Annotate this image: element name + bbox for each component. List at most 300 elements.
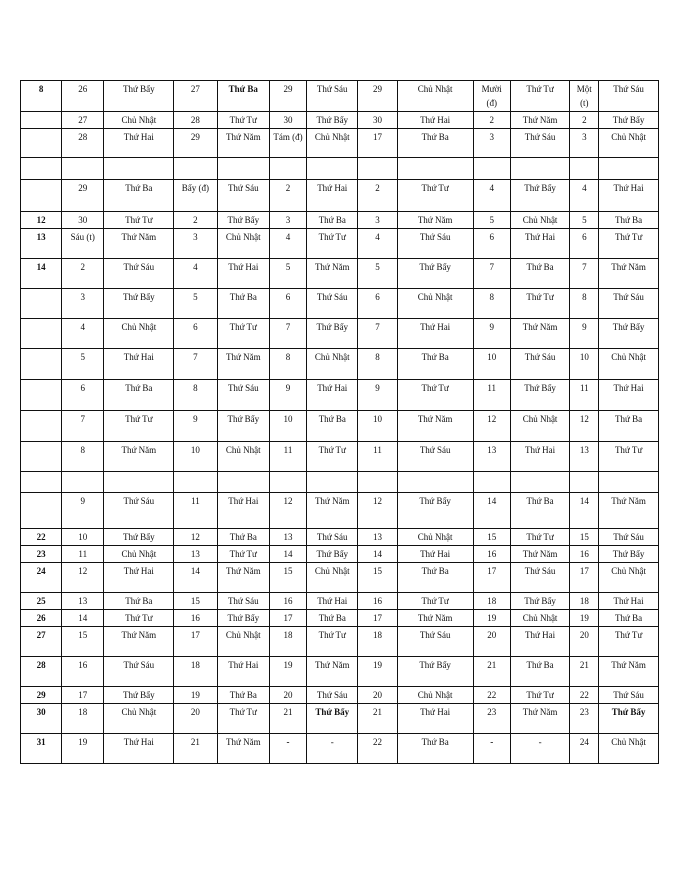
cell-weekday-f: Chủ Nhật <box>599 734 659 764</box>
cell-month-day: 14 <box>21 259 62 289</box>
cell-lunar-day-e: 9 <box>473 319 510 349</box>
cell-weekday-c: Thứ Sáu <box>307 687 358 704</box>
table-row <box>21 180 659 212</box>
cell-lunar-day-c: 17 <box>270 610 307 627</box>
cell-lunar-day-e: Mười (đ) <box>473 81 510 112</box>
cell-weekday-e: Thứ Bẩy <box>510 593 570 610</box>
cell-weekday-f: Thứ Hai <box>599 380 659 411</box>
cell-lunar-day-f: 10 <box>570 349 599 380</box>
cell-month-day: 8 <box>21 81 62 112</box>
cell-lunar-day-e: 3 <box>473 129 510 158</box>
cell-weekday-a: Chủ Nhật <box>104 112 174 129</box>
cell-lunar-day-d: 8 <box>358 349 397 380</box>
cell-lunar-day-a: 13 <box>62 593 104 610</box>
cell-lunar-day-b: 21 <box>174 734 217 764</box>
cell-lunar-day-d: 20 <box>358 687 397 704</box>
cell-lunar-day-b: 11 <box>174 493 217 529</box>
cell-weekday-a: Thứ Bẩy <box>104 687 174 704</box>
cell-lunar-day-f <box>570 158 599 180</box>
cell-lunar-day-d: 9 <box>358 380 397 411</box>
cell-weekday-a: Thứ Năm <box>104 627 174 657</box>
cell-lunar-day-e: 10 <box>473 349 510 380</box>
table-row <box>21 289 659 319</box>
cell-weekday-c: Thứ Bẩy <box>307 112 358 129</box>
cell-lunar-day-f: 17 <box>570 563 599 593</box>
cell-lunar-day-d: 22 <box>358 734 397 764</box>
cell-weekday-b: Thứ Năm <box>217 349 269 380</box>
cell-lunar-day-e: 21 <box>473 657 510 687</box>
cell-month-day: 29 <box>21 687 62 704</box>
cell-lunar-day-b: 27 <box>174 81 217 112</box>
cell-weekday-c: Thứ Bẩy <box>307 319 358 349</box>
cell-lunar-day-a: 16 <box>62 657 104 687</box>
cell-weekday-a <box>104 158 174 180</box>
cell-weekday-e: Thứ Hai <box>510 442 570 472</box>
cell-lunar-day-c: 2 <box>270 180 307 212</box>
table-row <box>21 529 659 546</box>
cell-lunar-day-f: 15 <box>570 529 599 546</box>
cell-lunar-day-f: Một (t) <box>570 81 599 112</box>
cell-lunar-day-a: 19 <box>62 734 104 764</box>
cell-lunar-day-d: 18 <box>358 627 397 657</box>
cell-weekday-e: Thứ Ba <box>510 657 570 687</box>
cell-lunar-day-b: 28 <box>174 112 217 129</box>
cell-weekday-a: Thứ Sáu <box>104 493 174 529</box>
cell-weekday-b: Chủ Nhật <box>217 442 269 472</box>
cell-lunar-day-d: 17 <box>358 610 397 627</box>
cell-month-day: 25 <box>21 593 62 610</box>
cell-lunar-day-a: 6 <box>62 380 104 411</box>
cell-lunar-day-d: 4 <box>358 229 397 259</box>
cell-weekday-e: Thứ Ba <box>510 259 570 289</box>
cell-weekday-e: Thứ Năm <box>510 546 570 563</box>
cell-month-day: 26 <box>21 610 62 627</box>
table-row <box>21 546 659 563</box>
cell-lunar-day-c: 30 <box>270 112 307 129</box>
cell-lunar-day-e: 16 <box>473 546 510 563</box>
table-row <box>21 229 659 259</box>
cell-lunar-day-e: 8 <box>473 289 510 319</box>
cell-lunar-day-c: 29 <box>270 81 307 112</box>
cell-lunar-day-e <box>473 158 510 180</box>
cell-lunar-day-f: 19 <box>570 610 599 627</box>
cell-month-day <box>21 289 62 319</box>
cell-weekday-f: Thứ Sáu <box>599 529 659 546</box>
cell-weekday-d: Thứ Bẩy <box>397 657 473 687</box>
cell-weekday-b: Thứ Ba <box>217 289 269 319</box>
cell-lunar-day-e: 4 <box>473 180 510 212</box>
cell-lunar-day-c: 19 <box>270 657 307 687</box>
cell-lunar-day-d: 5 <box>358 259 397 289</box>
cell-weekday-b: Thứ Năm <box>217 563 269 593</box>
cell-weekday-d: Thứ Năm <box>397 212 473 229</box>
calendar-table <box>20 80 659 764</box>
cell-lunar-day-b: 12 <box>174 529 217 546</box>
cell-weekday-c: Thứ Sáu <box>307 289 358 319</box>
cell-lunar-day-d: 6 <box>358 289 397 319</box>
cell-weekday-a: Thứ Ba <box>104 180 174 212</box>
cell-lunar-day-c: 11 <box>270 442 307 472</box>
cell-weekday-c: Chủ Nhật <box>307 349 358 380</box>
cell-weekday-d: Chủ Nhật <box>397 81 473 112</box>
cell-weekday-b <box>217 158 269 180</box>
cell-weekday-c: Thứ Hai <box>307 380 358 411</box>
cell-lunar-day-b: 18 <box>174 657 217 687</box>
cell-lunar-day-d: 13 <box>358 529 397 546</box>
cell-weekday-e <box>510 472 570 493</box>
cell-weekday-d: Thứ Tư <box>397 380 473 411</box>
cell-weekday-d: Thứ Tư <box>397 180 473 212</box>
table-row <box>21 112 659 129</box>
cell-weekday-b: Thứ Bẩy <box>217 212 269 229</box>
table-row <box>21 627 659 657</box>
cell-lunar-day-c: 6 <box>270 289 307 319</box>
cell-weekday-e: Chủ Nhật <box>510 610 570 627</box>
cell-lunar-day-e: - <box>473 734 510 764</box>
table-row <box>21 442 659 472</box>
cell-weekday-c: Thứ Sáu <box>307 529 358 546</box>
cell-weekday-e: Thứ Hai <box>510 229 570 259</box>
cell-weekday-f: Thứ Hai <box>599 180 659 212</box>
cell-weekday-c: Thứ Ba <box>307 212 358 229</box>
cell-weekday-c <box>307 158 358 180</box>
cell-lunar-day-a: 18 <box>62 704 104 734</box>
cell-weekday-a <box>104 472 174 493</box>
cell-weekday-a: Thứ Sáu <box>104 259 174 289</box>
cell-weekday-c: Thứ Ba <box>307 411 358 442</box>
table-row <box>21 493 659 529</box>
cell-weekday-a: Thứ Tư <box>104 411 174 442</box>
cell-lunar-day-e: 15 <box>473 529 510 546</box>
cell-lunar-day-a: 2 <box>62 259 104 289</box>
cell-weekday-c: Thứ Tư <box>307 229 358 259</box>
cell-lunar-day-b: 8 <box>174 380 217 411</box>
cell-month-day <box>21 180 62 212</box>
cell-weekday-e: Thứ Năm <box>510 112 570 129</box>
cell-lunar-day-a: 26 <box>62 81 104 112</box>
table-row <box>21 593 659 610</box>
cell-lunar-day-f <box>570 472 599 493</box>
table-row <box>21 129 659 158</box>
cell-lunar-day-e: 18 <box>473 593 510 610</box>
cell-month-day <box>21 442 62 472</box>
cell-weekday-d: Thứ Năm <box>397 411 473 442</box>
cell-lunar-day-c: 12 <box>270 493 307 529</box>
cell-lunar-day-e: 23 <box>473 704 510 734</box>
cell-weekday-b: Thứ Tư <box>217 704 269 734</box>
cell-weekday-c: Chủ Nhật <box>307 129 358 158</box>
cell-month-day <box>21 319 62 349</box>
cell-lunar-day-b: 2 <box>174 212 217 229</box>
cell-lunar-day-f: 9 <box>570 319 599 349</box>
cell-weekday-b: Thứ Sáu <box>217 593 269 610</box>
cell-lunar-day-a: 11 <box>62 546 104 563</box>
cell-lunar-day-f: 12 <box>570 411 599 442</box>
cell-weekday-d: Chủ Nhật <box>397 289 473 319</box>
cell-month-day <box>21 472 62 493</box>
cell-month-day: 30 <box>21 704 62 734</box>
cell-weekday-a: Thứ Năm <box>104 229 174 259</box>
cell-lunar-day-d <box>358 472 397 493</box>
table-row <box>21 212 659 229</box>
cell-lunar-day-d: 10 <box>358 411 397 442</box>
table-row <box>21 259 659 289</box>
cell-month-day <box>21 129 62 158</box>
cell-weekday-d: Thứ Hai <box>397 546 473 563</box>
cell-weekday-d: Thứ Ba <box>397 129 473 158</box>
cell-weekday-c: Thứ Tư <box>307 442 358 472</box>
cell-lunar-day-e: 11 <box>473 380 510 411</box>
cell-weekday-e: Thứ Năm <box>510 704 570 734</box>
cell-weekday-d: Thứ Bẩy <box>397 493 473 529</box>
table-row <box>21 158 659 180</box>
cell-weekday-e: Thứ Tư <box>510 687 570 704</box>
cell-lunar-day-d: 19 <box>358 657 397 687</box>
cell-weekday-d: Thứ Sáu <box>397 229 473 259</box>
cell-month-day: 23 <box>21 546 62 563</box>
cell-weekday-e: Thứ Tư <box>510 529 570 546</box>
cell-weekday-f: Thứ Tư <box>599 229 659 259</box>
cell-weekday-b: Thứ Ba <box>217 529 269 546</box>
cell-lunar-day-b: 3 <box>174 229 217 259</box>
cell-month-day <box>21 349 62 380</box>
cell-weekday-f: Thứ Năm <box>599 657 659 687</box>
cell-month-day <box>21 112 62 129</box>
cell-lunar-day-d: 3 <box>358 212 397 229</box>
cell-lunar-day-a: 5 <box>62 349 104 380</box>
cell-weekday-a: Thứ Bẩy <box>104 289 174 319</box>
cell-weekday-c: Thứ Sáu <box>307 81 358 112</box>
cell-weekday-d: Thứ Ba <box>397 349 473 380</box>
cell-weekday-a: Thứ Sáu <box>104 657 174 687</box>
cell-lunar-day-c: 7 <box>270 319 307 349</box>
cell-lunar-day-f: 7 <box>570 259 599 289</box>
cell-weekday-e: Thứ Năm <box>510 319 570 349</box>
cell-lunar-day-b <box>174 472 217 493</box>
cell-lunar-day-a: 7 <box>62 411 104 442</box>
table-row <box>21 81 659 112</box>
cell-lunar-day-e: 17 <box>473 563 510 593</box>
cell-weekday-c: Chủ Nhật <box>307 563 358 593</box>
cell-lunar-day-e: 13 <box>473 442 510 472</box>
cell-lunar-day-f: 11 <box>570 380 599 411</box>
cell-lunar-day-e: 7 <box>473 259 510 289</box>
cell-lunar-day-b: 20 <box>174 704 217 734</box>
cell-weekday-a: Thứ Bẩy <box>104 529 174 546</box>
cell-weekday-b: Thứ Hai <box>217 493 269 529</box>
cell-lunar-day-a: 17 <box>62 687 104 704</box>
cell-weekday-f: Thứ Ba <box>599 212 659 229</box>
cell-lunar-day-c: 10 <box>270 411 307 442</box>
cell-lunar-day-a: 10 <box>62 529 104 546</box>
cell-lunar-day-e: 2 <box>473 112 510 129</box>
cell-month-day: 13 <box>21 229 62 259</box>
cell-lunar-day-e: 12 <box>473 411 510 442</box>
table-row <box>21 349 659 380</box>
cell-lunar-day-b: 4 <box>174 259 217 289</box>
cell-weekday-f: Thứ Ba <box>599 610 659 627</box>
cell-weekday-e: Thứ Sáu <box>510 563 570 593</box>
cell-weekday-e: Thứ Sáu <box>510 129 570 158</box>
cell-weekday-b: Thứ Hai <box>217 259 269 289</box>
cell-weekday-a: Chủ Nhật <box>104 704 174 734</box>
cell-lunar-day-c: 20 <box>270 687 307 704</box>
cell-weekday-f: Thứ Sáu <box>599 81 659 112</box>
cell-lunar-day-f: 23 <box>570 704 599 734</box>
cell-weekday-f: Thứ Tư <box>599 627 659 657</box>
table-row <box>21 563 659 593</box>
cell-lunar-day-e: 5 <box>473 212 510 229</box>
cell-weekday-e: Thứ Bẩy <box>510 380 570 411</box>
cell-lunar-day-f: 13 <box>570 442 599 472</box>
cell-lunar-day-c: 21 <box>270 704 307 734</box>
cell-weekday-d <box>397 472 473 493</box>
cell-month-day: 31 <box>21 734 62 764</box>
cell-weekday-a: Thứ Tư <box>104 610 174 627</box>
cell-weekday-d: Chủ Nhật <box>397 529 473 546</box>
cell-lunar-day-d: 12 <box>358 493 397 529</box>
cell-lunar-day-b: 16 <box>174 610 217 627</box>
cell-lunar-day-b: 19 <box>174 687 217 704</box>
cell-weekday-b: Thứ Sáu <box>217 180 269 212</box>
table-row <box>21 687 659 704</box>
cell-weekday-c: Thứ Bẩy <box>307 704 358 734</box>
cell-month-day <box>21 411 62 442</box>
cell-weekday-f: Thứ Bẩy <box>599 319 659 349</box>
cell-weekday-c: Thứ Năm <box>307 493 358 529</box>
cell-weekday-e: - <box>510 734 570 764</box>
cell-weekday-a: Chủ Nhật <box>104 546 174 563</box>
cell-weekday-b: Thứ Bẩy <box>217 411 269 442</box>
cell-lunar-day-b: 14 <box>174 563 217 593</box>
cell-weekday-a: Thứ Hai <box>104 129 174 158</box>
cell-weekday-b: Thứ Hai <box>217 657 269 687</box>
cell-weekday-f: Thứ Ba <box>599 411 659 442</box>
cell-lunar-day-a: 28 <box>62 129 104 158</box>
cell-lunar-day-a: 4 <box>62 319 104 349</box>
cell-weekday-a: Chủ Nhật <box>104 319 174 349</box>
cell-lunar-day-d: 30 <box>358 112 397 129</box>
cell-lunar-day-c: 5 <box>270 259 307 289</box>
table-row <box>21 411 659 442</box>
cell-lunar-day-f: 20 <box>570 627 599 657</box>
cell-weekday-c <box>307 472 358 493</box>
cell-lunar-day-e: 14 <box>473 493 510 529</box>
cell-lunar-day-a: 27 <box>62 112 104 129</box>
cell-lunar-day-a: Sáu (t) <box>62 229 104 259</box>
cell-month-day <box>21 493 62 529</box>
cell-weekday-c: - <box>307 734 358 764</box>
cell-weekday-c: Thứ Năm <box>307 259 358 289</box>
cell-weekday-d: Thứ Sáu <box>397 442 473 472</box>
cell-lunar-day-f: 24 <box>570 734 599 764</box>
cell-month-day <box>21 158 62 180</box>
cell-weekday-b: Thứ Ba <box>217 687 269 704</box>
cell-lunar-day-a: 8 <box>62 442 104 472</box>
cell-weekday-c: Thứ Ba <box>307 610 358 627</box>
cell-weekday-f <box>599 472 659 493</box>
cell-lunar-day-f: 8 <box>570 289 599 319</box>
cell-weekday-b: Chủ Nhật <box>217 627 269 657</box>
cell-month-day: 22 <box>21 529 62 546</box>
cell-lunar-day-a: 15 <box>62 627 104 657</box>
cell-lunar-day-f: 22 <box>570 687 599 704</box>
cell-lunar-day-d: 17 <box>358 129 397 158</box>
cell-lunar-day-a: 9 <box>62 493 104 529</box>
cell-weekday-f: Thứ Sáu <box>599 687 659 704</box>
table-row <box>21 704 659 734</box>
cell-lunar-day-d: 11 <box>358 442 397 472</box>
cell-weekday-d: Thứ Ba <box>397 734 473 764</box>
cell-weekday-e: Chủ Nhật <box>510 411 570 442</box>
cell-lunar-day-a: 14 <box>62 610 104 627</box>
table-row <box>21 319 659 349</box>
cell-lunar-day-a: 30 <box>62 212 104 229</box>
cell-weekday-b: Thứ Năm <box>217 129 269 158</box>
cell-lunar-day-c <box>270 472 307 493</box>
cell-weekday-b: Thứ Bẩy <box>217 610 269 627</box>
cell-weekday-f: Thứ Tư <box>599 442 659 472</box>
cell-weekday-d: Thứ Ba <box>397 563 473 593</box>
cell-lunar-day-f: 4 <box>570 180 599 212</box>
cell-lunar-day-b: 7 <box>174 349 217 380</box>
cell-month-day: 27 <box>21 627 62 657</box>
cell-lunar-day-f: 5 <box>570 212 599 229</box>
cell-weekday-d: Chủ Nhật <box>397 687 473 704</box>
cell-weekday-e: Thứ Tư <box>510 289 570 319</box>
cell-weekday-f: Thứ Bẩy <box>599 112 659 129</box>
cell-lunar-day-d: 21 <box>358 704 397 734</box>
cell-lunar-day-b: 13 <box>174 546 217 563</box>
cell-month-day: 24 <box>21 563 62 593</box>
cell-weekday-e: Thứ Tư <box>510 81 570 112</box>
cell-weekday-f: Thứ Bẩy <box>599 704 659 734</box>
cell-weekday-c: Thứ Năm <box>307 657 358 687</box>
table-row <box>21 610 659 627</box>
cell-lunar-day-b: 5 <box>174 289 217 319</box>
cell-lunar-day-e: 6 <box>473 229 510 259</box>
cell-weekday-d: Thứ Năm <box>397 610 473 627</box>
cell-lunar-day-e: 20 <box>473 627 510 657</box>
cell-weekday-d <box>397 158 473 180</box>
table-row <box>21 657 659 687</box>
cell-weekday-c: Thứ Hai <box>307 593 358 610</box>
cell-lunar-day-b: 6 <box>174 319 217 349</box>
cell-weekday-e: Thứ Sáu <box>510 349 570 380</box>
cell-lunar-day-b: 17 <box>174 627 217 657</box>
cell-weekday-a: Thứ Tư <box>104 212 174 229</box>
cell-weekday-b: Thứ Tư <box>217 546 269 563</box>
cell-lunar-day-a <box>62 472 104 493</box>
cell-weekday-e: Chủ Nhật <box>510 212 570 229</box>
cell-lunar-day-b: 10 <box>174 442 217 472</box>
cell-lunar-day-c: 16 <box>270 593 307 610</box>
cell-weekday-a: Thứ Ba <box>104 380 174 411</box>
cell-weekday-b: Thứ Ba <box>217 81 269 112</box>
cell-weekday-a: Thứ Hai <box>104 734 174 764</box>
cell-month-day <box>21 380 62 411</box>
cell-lunar-day-f: 14 <box>570 493 599 529</box>
cell-lunar-day-d: 2 <box>358 180 397 212</box>
cell-lunar-day-e <box>473 472 510 493</box>
cell-lunar-day-b: 9 <box>174 411 217 442</box>
cell-weekday-f: Thứ Hai <box>599 593 659 610</box>
cell-weekday-d: Thứ Hai <box>397 319 473 349</box>
table-row <box>21 734 659 764</box>
cell-weekday-f: Chủ Nhật <box>599 563 659 593</box>
cell-lunar-day-a: 3 <box>62 289 104 319</box>
cell-lunar-day-c: 8 <box>270 349 307 380</box>
